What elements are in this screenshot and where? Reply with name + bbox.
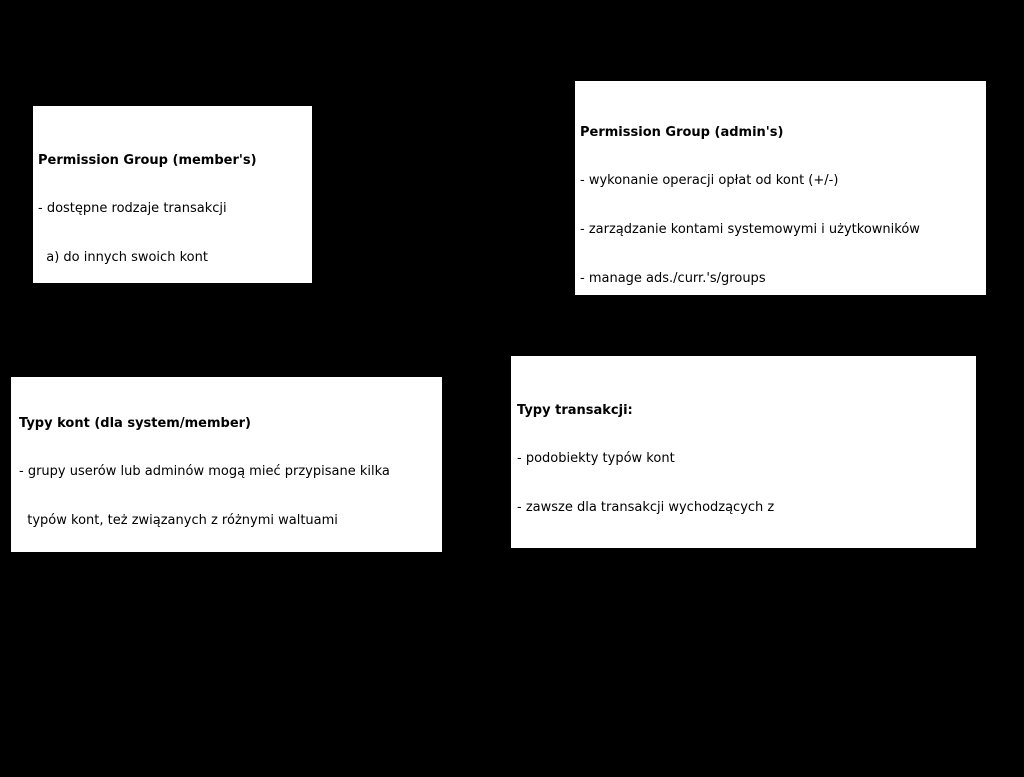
- permission-group-member-box: [33, 106, 312, 364]
- box-line: - muszą być "enabled" w oknie definiującym: [517, 598, 806, 614]
- box-line: - dostępne rodzaje transakcji: [38, 201, 227, 217]
- box-title: Permission Group (admin's): [580, 124, 784, 140]
- box-title: Permission Group (member's): [38, 152, 257, 168]
- box-line: b) do kont innych userów: [38, 299, 211, 315]
- box-line: - dla memberów: definiuje się opłaty od kont (+/-): [19, 660, 344, 676]
- box-line: - wszelkie przepływy z danego typu kont(a) muszą być zdefi-: [19, 562, 415, 578]
- box-line: - zawsze dla transakcji wychodzących z: [517, 500, 775, 516]
- box-line: a) do innych swoich kont: [38, 250, 208, 266]
- box-title: Typy kont (dla system/member): [19, 415, 251, 431]
- box-line: - wprowadzanie transakcji z datą przeszłą: [580, 564, 852, 580]
- box-line: typów kont, też związanych z różnymi waltuami: [19, 513, 338, 529]
- box-line: - z transakcjami można związać opłaty (fee's) od nich ("podatki", +/-): [517, 744, 969, 760]
- box-title: Typy transakcji:: [517, 402, 633, 418]
- box-line: - podobiekty typów kont: [517, 451, 675, 467]
- box-line: - cofanie transakcji: [580, 613, 704, 629]
- box-line: - zarządzanie kredytami: [580, 662, 737, 678]
- box-line: niowane jako "typy transakcji": [19, 611, 225, 627]
- box-line: - wykonanie operacji opłat od kont (+/-): [580, 173, 839, 189]
- box-line: [można tu umożliwić kreację jednostek rozrachunkowych, M1]: [19, 708, 432, 724]
- box-line: je wykonywać: [517, 695, 617, 711]
- box-line: danego typu konta: [517, 549, 648, 565]
- box-line: c) do systemu (banku i organizacji): [38, 348, 275, 364]
- box-line: - muszą być "enabled" dla użytkowników, którzy mają: [517, 647, 869, 663]
- account-types-box: [11, 377, 442, 724]
- box-line: - manage ads./curr.'s/groups: [580, 271, 766, 287]
- box-line: - zarządzanie grupami reklam: [580, 320, 775, 336]
- box-line: - zarządzanie kontami systemowymi i użytkowników: [580, 222, 920, 238]
- box-line: - grupy userów lub adminów mogą mieć przypisane kilka: [19, 464, 390, 480]
